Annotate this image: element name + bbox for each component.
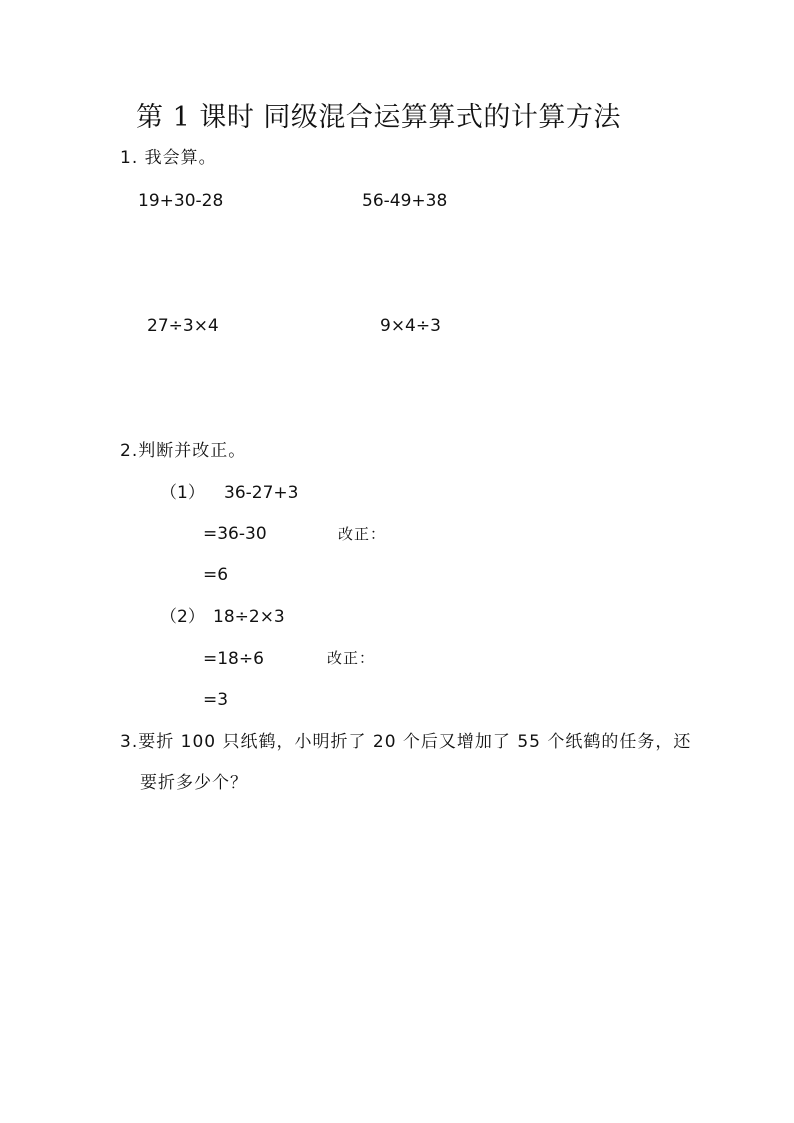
q1-expression-3: 27÷3×4	[147, 316, 219, 336]
q2-item-1-correction-label: 改正：	[338, 525, 387, 543]
q2-item-2-number: （2）	[160, 607, 205, 627]
q2-item-2-expression: 18÷2×3	[213, 607, 285, 627]
question-3-line-1: 3.要折 100 只纸鹤，小明折了 20 个后又增加了 55 个纸鹤的任务，还	[120, 732, 692, 752]
q2-item-1-step-2: =6	[203, 565, 229, 585]
q2-item-2-step-1: =18÷6	[203, 649, 264, 669]
q2-item-1-number: （1）	[160, 483, 205, 503]
page-title: 第 1 课时 同级混合运算算式的计算方法	[136, 102, 621, 133]
q2-item-2-correction-label: 改正：	[327, 649, 376, 667]
q2-item-1-step-1: =36-30	[203, 524, 267, 544]
q1-expression-2: 56-49+38	[362, 191, 448, 211]
question-2-label: 2.判断并改正。	[120, 441, 247, 461]
q1-expression-1: 19+30-28	[138, 191, 224, 211]
question-1-label: 1. 我会算。	[120, 148, 217, 168]
q1-expression-4: 9×4÷3	[380, 316, 441, 336]
q2-item-2-step-2: =3	[203, 690, 229, 710]
q2-item-1-expression: 36-27+3	[224, 483, 299, 503]
question-3-line-2: 要折多少个？	[140, 773, 248, 793]
